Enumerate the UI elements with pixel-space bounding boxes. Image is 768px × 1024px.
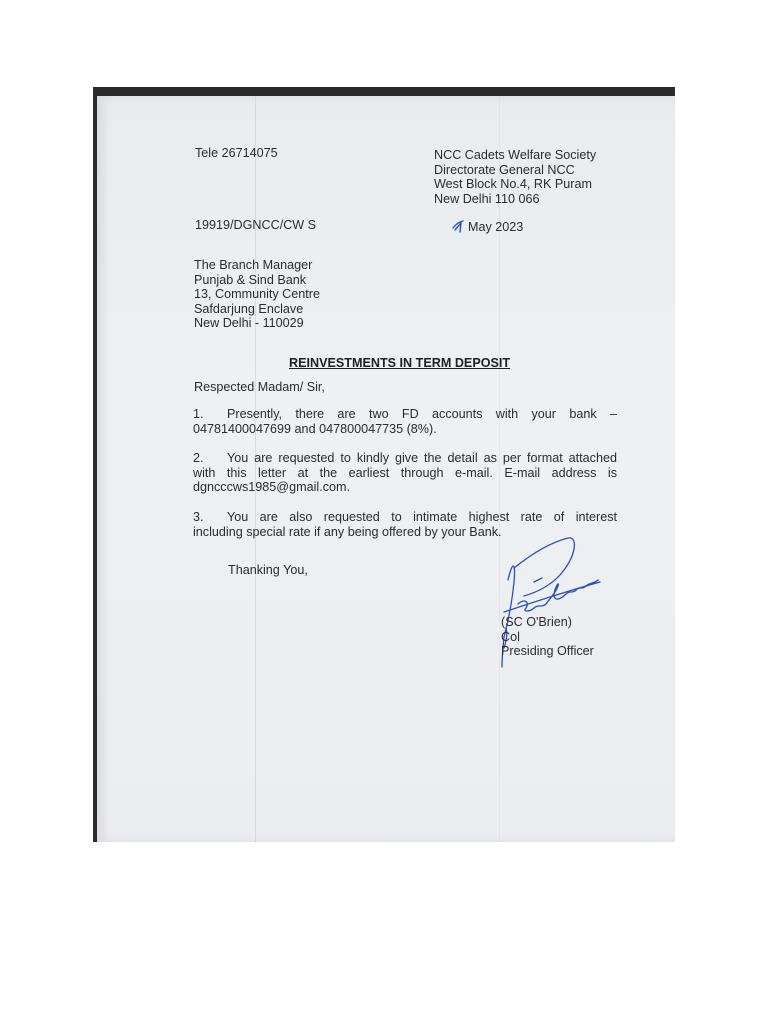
handwritten-date-mark <box>451 218 467 234</box>
telephone-number: Tele 26714075 <box>195 146 278 160</box>
paragraph-1 <box>193 407 617 436</box>
reference-number: 19919/DGNCC/CW S <box>195 218 317 232</box>
signatory-block <box>501 615 594 659</box>
recipient-line: Safdarjung Enclave <box>194 301 304 316</box>
salutation: Respected Madam/ Sir, <box>194 380 325 394</box>
recipient-line: The Branch Manager <box>194 258 313 272</box>
subject-heading: REINVESTMENTS IN TERM DEPOSIT <box>289 356 511 370</box>
sender-line: NCC Cadets Welfare Society <box>434 148 597 162</box>
sender-line: New Delhi 110 066 <box>434 191 540 206</box>
paragraph-text: 04781400047699 and 047800047735 (8%). <box>193 421 437 436</box>
recipient-line: New Delhi - 110029 <box>194 316 304 331</box>
paragraph-text: dgncccws1985@gmail.com. <box>193 480 350 495</box>
paragraph-text: Presently, there are two FD accounts with your bank – <box>227 407 617 421</box>
paragraph-text: You are requested to kindly give the detail as per format attached <box>227 451 617 465</box>
sender-address <box>434 148 596 206</box>
letter-date: May 2023 <box>468 220 524 234</box>
paragraph-number: 2. <box>193 451 204 465</box>
paragraph-2 <box>193 451 617 495</box>
sender-line: Directorate General NCC <box>434 162 575 177</box>
paragraph-number: 1. <box>193 407 204 421</box>
recipient-address <box>194 258 320 331</box>
paragraph-text: You are also requested to intimate highest rate of interest <box>227 510 617 524</box>
signatory-title: Presiding Officer <box>501 644 594 659</box>
sender-line: West Block No.4, RK Puram <box>434 177 592 192</box>
recipient-line: Punjab & Sind Bank <box>194 272 307 287</box>
closing-line: Thanking You, <box>228 563 308 577</box>
paragraph-text: with this letter at the earliest through e-mail. E-mail address is <box>193 465 617 480</box>
signatory-rank: Col <box>501 629 520 644</box>
recipient-line: 13, Community Centre <box>194 287 320 302</box>
paragraph-number: 3. <box>193 510 204 524</box>
paragraph-text: including special rate if any being offered by your Bank. <box>193 524 502 539</box>
signatory-name: (SC O'Brien) <box>501 615 572 629</box>
